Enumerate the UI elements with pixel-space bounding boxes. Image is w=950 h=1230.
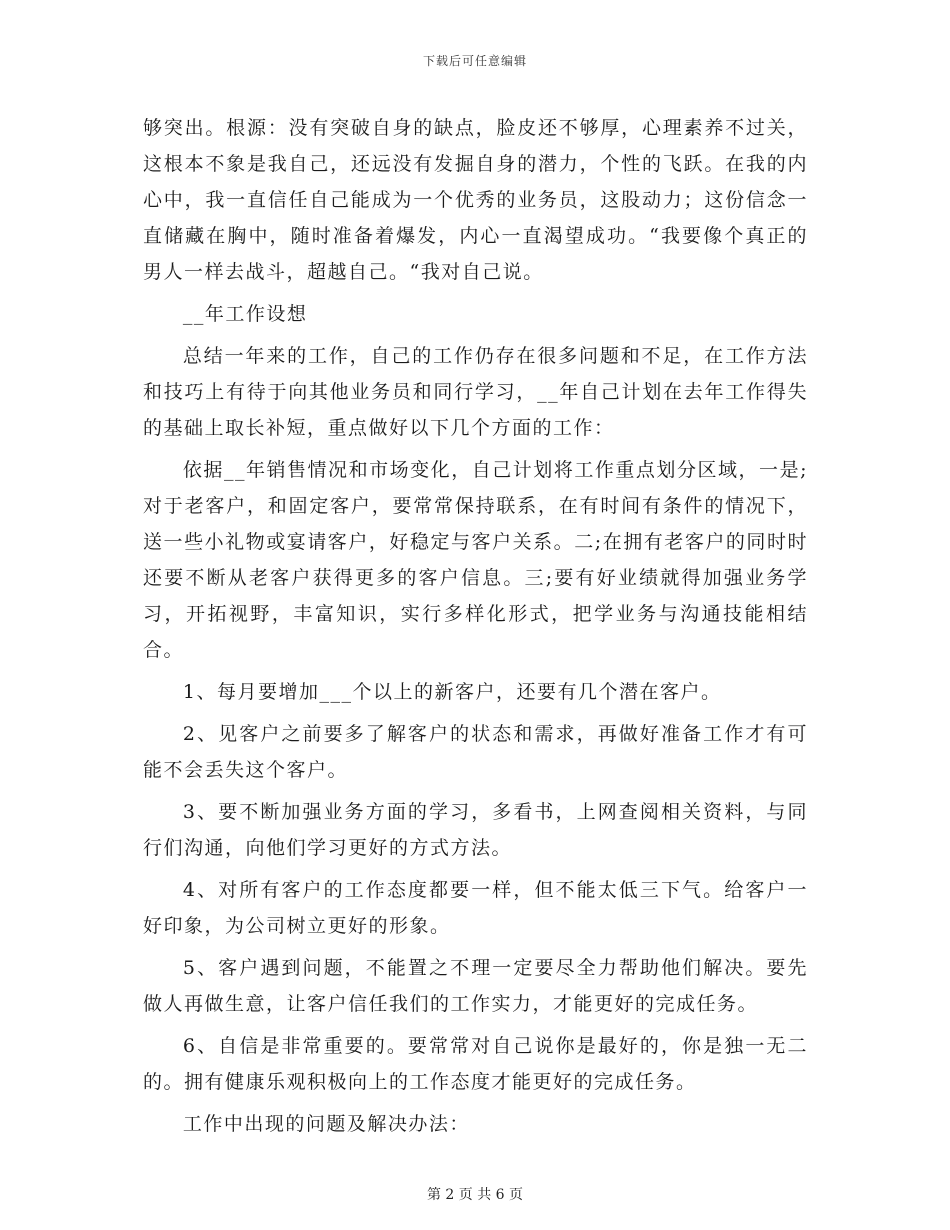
paragraph-continuation: 够突出。根源：没有突破自身的缺点，脸皮还不够厚，心理素养不过关，这根本不象是我自己，还远没有发掘自身的潜力，个性的飞跃。在我的内心中，我一直信任自己能成为一个优秀的业务员，这股动力；这份信念一直储藏在胸中，随时准备着爆发，内心一直渴望成功。“我要像个真正的男人一样去战斗，超越自己。“我对自己说。: [143, 117, 808, 283]
paragraph-region-plan: 依据__年销售情况和市场变化，自己计划将工作重点划分区域，一是;对于老客户，和固定客户，要常常保持联系，在有时间有条件的情况下，送一些小礼物或宴请客户，好稳定与客户关系。二;在拥有老客户的同时时还要不断从老客户获得更多的客户信息。三;要有好业绩就得加强业务学习，开拓视野，丰富知识，实行多样化形式，把学业务与沟通技能相结合。: [143, 459, 808, 661]
document-body: [143, 110, 808, 1142]
list-item-6: 6、自信是非常重要的。要常常对自己说你是最好的，你是独一无二的。拥有健康乐观积极向上的工作态度才能更好的完成任务。: [143, 1035, 808, 1093]
list-item-5: 5、客户遇到问题，不能置之不理一定要尽全力帮助他们解决。要先做人再做生意，让客户信任我们的工作实力，才能更好的完成任务。: [143, 957, 808, 1015]
list-item-2: 2、见客户之前要多了解客户的状态和需求，再做好准备工作才有可能不会丢失这个客户。: [143, 723, 808, 781]
list-item-1: 1、每月要增加___个以上的新客户，还要有几个潜在客户。: [182, 681, 722, 703]
list-item-4: 4、对所有客户的工作态度都要一样，但不能太低三下气。给客户一好印象，为公司树立更好的形象。: [143, 879, 808, 937]
section-heading-problems: 工作中出现的问题及解决办法：: [182, 1113, 470, 1135]
list-item-3: 3、要不断加强业务方面的学习，多看书，上网查阅相关资料，与同行们沟通，向他们学习更好的方式方法。: [143, 801, 808, 859]
paragraph-summary: 总结一年来的工作，自己的工作仍存在很多问题和不足，在工作方法和技巧上有待于向其他业务员和同行学习，__年自己计划在去年工作得失的基础上取长补短，重点做好以下几个方面的工作：: [143, 345, 808, 439]
section-heading-work-plan: __年工作设想: [182, 303, 308, 325]
page-number: 第 2 页 共 6 页: [426, 1187, 524, 1203]
page-header: 下载后可任意编辑: [422, 54, 527, 68]
